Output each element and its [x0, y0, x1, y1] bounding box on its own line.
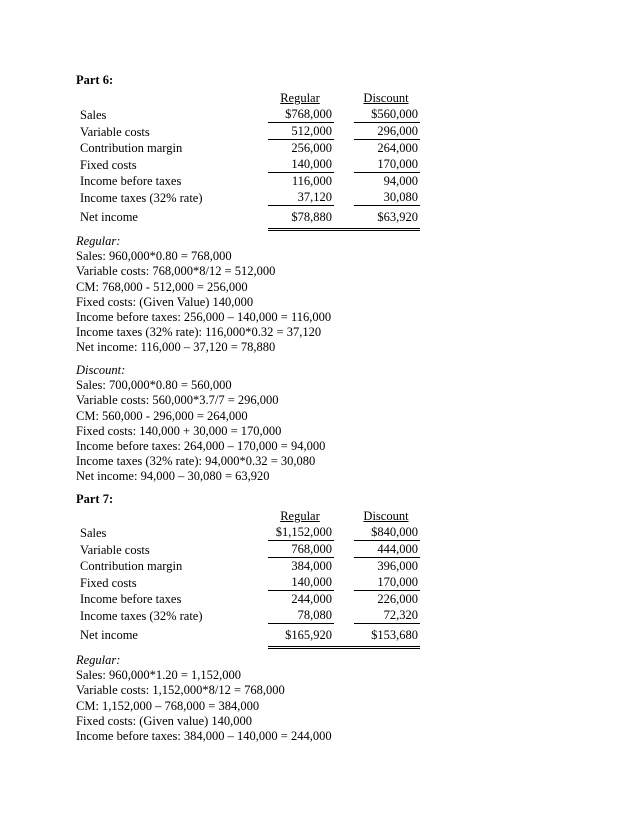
discount-value: $63,920 — [354, 206, 420, 230]
calc-line: Sales: 700,000*0.80 = 560,000 — [76, 378, 232, 393]
part6-title: Part 6: — [76, 73, 114, 87]
row-label: Variable costs — [80, 542, 150, 557]
part7-income-table — [76, 508, 420, 649]
discount-value: 264,000 — [377, 141, 418, 155]
calc-line: CM: 1,152,000 – 768,000 = 384,000 — [76, 698, 260, 713]
discount-value: 444,000 — [354, 541, 420, 558]
calc-line: CM: 560,000 - 296,000 = 264,000 — [76, 408, 248, 423]
calc-line: Income taxes (32% rate): 94,000*0.32 = 30,080 — [76, 454, 316, 469]
discount-value: 396,000 — [377, 559, 418, 573]
calc-line: Sales: 960,000*1.20 = 1,152,000 — [76, 668, 242, 683]
calc-line: Income before taxes: 384,000 – 140,000 = 244,000 — [76, 729, 332, 744]
regular-value: $165,920 — [268, 624, 334, 648]
discount-header: Discount — [363, 509, 409, 523]
row-label: Fixed costs — [80, 157, 137, 172]
calc-line: Fixed costs: (Given value) 140,000 — [76, 713, 253, 728]
part6-income-table — [76, 90, 420, 231]
discount-value: $153,680 — [354, 624, 420, 648]
calc-line: Income before taxes: 256,000 – 140,000 = 116,000 — [76, 310, 332, 325]
regular-header: Regular — [280, 509, 320, 523]
regular-value: 140,000 — [268, 574, 334, 591]
regular-value: 768,000 — [268, 541, 334, 558]
calc-line: Income taxes (32% rate): 116,000*0.32 = 37,120 — [76, 325, 322, 340]
part7-title: Part 7: — [76, 492, 114, 506]
table-row — [76, 558, 420, 575]
row-label: Contribution margin — [80, 559, 183, 573]
table-row — [76, 607, 420, 624]
discount-value: 296,000 — [354, 123, 420, 140]
table-row — [76, 140, 420, 157]
row-label: Income taxes (32% rate) — [80, 608, 203, 623]
regular-value: 256,000 — [291, 141, 332, 155]
regular-value: $78,880 — [268, 206, 334, 230]
regular-value: 116,000 — [291, 174, 332, 188]
table-row — [76, 156, 420, 173]
row-label: Sales — [80, 525, 107, 540]
table-row — [76, 541, 420, 558]
row-label: Sales — [80, 107, 107, 122]
table-row — [76, 173, 420, 190]
table-row — [76, 123, 420, 140]
discount-value: 170,000 — [354, 574, 420, 591]
row-label: Income before taxes — [80, 592, 182, 606]
calc-line: Variable costs: 1,152,000*8/12 = 768,000 — [76, 683, 285, 698]
table-row — [76, 106, 420, 123]
discount-value: 170,000 — [354, 156, 420, 173]
calc-line: Fixed costs: 140,000 + 30,000 = 170,000 — [76, 423, 282, 438]
row-label: Net income — [80, 210, 138, 224]
regular-value: $1,152,000 — [268, 524, 334, 541]
row-label: Income taxes (32% rate) — [80, 190, 203, 205]
regular-header: Regular — [280, 91, 320, 105]
discount-value: $840,000 — [354, 524, 420, 541]
calc-line: Net income: 116,000 – 37,120 = 78,880 — [76, 340, 276, 355]
calc-line: Income before taxes: 264,000 – 170,000 = 94,000 — [76, 439, 326, 454]
discount-value: 72,320 — [354, 607, 420, 624]
calc-heading: Discount: — [76, 363, 126, 377]
calc-heading: Regular: — [76, 653, 121, 667]
regular-value: 512,000 — [268, 123, 334, 140]
calc-line: Fixed costs: (Given Value) 140,000 — [76, 294, 254, 309]
row-label: Contribution margin — [80, 141, 183, 155]
calc-line: Variable costs: 768,000*8/12 = 512,000 — [76, 264, 276, 279]
calc-line: Sales: 960,000*0.80 = 768,000 — [76, 249, 232, 264]
row-label: Income before taxes — [80, 174, 182, 188]
part6-regular-calculations — [76, 234, 331, 356]
discount-header: Discount — [363, 91, 409, 105]
part6-discount-calculations — [76, 363, 325, 485]
regular-value: 384,000 — [291, 559, 332, 573]
discount-value: 94,000 — [383, 174, 418, 188]
calc-heading: Regular: — [76, 234, 121, 248]
calc-line: Variable costs: 560,000*3.7/7 = 296,000 — [76, 393, 279, 408]
regular-value: 37,120 — [268, 189, 334, 206]
discount-value: 226,000 — [377, 592, 418, 606]
part7-regular-calculations — [76, 653, 332, 744]
calc-line: CM: 768,000 - 512,000 = 256,000 — [76, 279, 248, 294]
table-row — [76, 591, 420, 608]
discount-value: 30,080 — [354, 189, 420, 206]
calc-line: Net income: 94,000 – 30,080 = 63,920 — [76, 469, 270, 484]
table-row — [76, 189, 420, 206]
table-row — [76, 624, 420, 648]
discount-value: $560,000 — [354, 106, 420, 123]
row-label: Net income — [80, 628, 138, 642]
table-row — [76, 524, 420, 541]
regular-value: $768,000 — [268, 106, 334, 123]
table-row — [76, 206, 420, 230]
table-header-row — [76, 508, 420, 524]
regular-value: 78,080 — [268, 607, 334, 624]
row-label: Fixed costs — [80, 575, 137, 590]
regular-value: 140,000 — [268, 156, 334, 173]
table-header-row — [76, 90, 420, 106]
table-row — [76, 574, 420, 591]
regular-value: 244,000 — [291, 592, 332, 606]
row-label: Variable costs — [80, 124, 150, 139]
